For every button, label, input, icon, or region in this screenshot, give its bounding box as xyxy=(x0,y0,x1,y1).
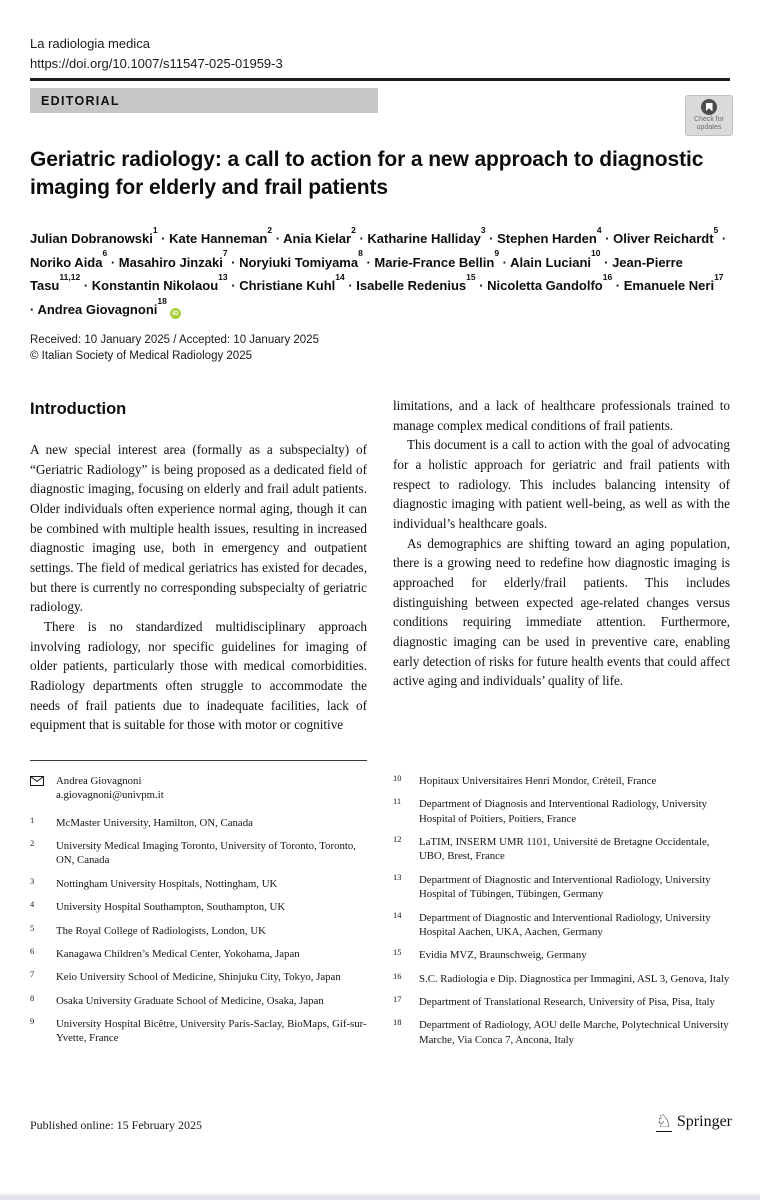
article-body xyxy=(30,396,730,735)
footnote-column-left xyxy=(30,760,367,1056)
affiliation-number: 6 xyxy=(30,945,35,956)
affiliation-text: University Hospital Southampton, Southampton, UK xyxy=(56,901,286,914)
affiliation-number: 8 xyxy=(30,992,35,1003)
viewer-bottom-strip xyxy=(0,1193,760,1200)
footnotes-area xyxy=(30,760,730,1056)
author: Marie-France Bellin$^9$ xyxy=(374,248,500,270)
author: Emanuele Neri$^{17}$ xyxy=(623,271,724,294)
orcid-icon[interactable]: iD xyxy=(170,308,181,319)
author: Noriko Aida$^6$ xyxy=(30,248,108,270)
affiliation-number: 16 xyxy=(393,970,402,981)
published-online: Published online: 15 February 2025 xyxy=(30,1118,202,1132)
affiliation-number: 3 xyxy=(30,875,35,886)
author: Christiane Kuhl$^{14}$ xyxy=(239,271,345,294)
affiliation-text: Department of Diagnosis and Interventional Radiology, University Hospital of Poitiers, Poitiers, France xyxy=(419,798,708,825)
affiliation-item xyxy=(393,774,730,788)
body-paragraph: There is no standardized multidisciplinary approach involving radiology, nor specific guidelines for imaging of older patients, particularly those with medical comorbidities. Radiology departments often struggle to accommodate the needs of frail patients due to inadequate facilities, lack of equipment that is suitable for those with motor or cognitive xyxy=(30,619,367,733)
affiliation-text: University Hospital Bicêtre, University Paris-Saclay, BioMaps, Gif-sur-Yvette, France xyxy=(56,1017,367,1045)
correspondence-block xyxy=(30,774,367,803)
author-list: Julian Dobranowski$^1$ · Kate Hanneman$^2$ · Ania Kielar$^2$ · Katharine Halliday$^3$ · Stephen Harden$^4$ · Oliver Reichardt$^5$ · Noriko Aida$^6$ · Masahiro Jinzaki$^7$ · Noryiuki Tomiyama$^8$ · Marie-France Bellin$^9$ · Alain Luciani$^{10}$ · Jean-Pierre Tasu$^{11,12}$ · Konstantin Nikolaou$^{13}$ · Christiane Kuhl$^{14}$ · Isabelle Redenius$^{15}$ · Nicoletta Gandolfo$^{16}$ · Emanuele Neri$^{17}$ · Andrea Giovagnoni$^{18}$iD xyxy=(30,224,727,317)
author: Oliver Reichardt$^5$ xyxy=(613,224,719,246)
header-rule xyxy=(30,78,730,81)
affiliation-text: Hopitaux Universitaires Henri Mondor, Créteil, France xyxy=(419,775,657,787)
affiliation-item xyxy=(30,924,367,938)
author: Masahiro Jinzaki$^7$ xyxy=(118,248,228,270)
affiliation-item xyxy=(30,994,367,1008)
article-type-banner: EDITORIAL xyxy=(30,88,378,113)
author: Isabelle Redenius$^{15}$ xyxy=(356,271,476,294)
affiliation-item xyxy=(30,970,367,984)
affiliation-item xyxy=(393,835,730,864)
page-header xyxy=(30,36,283,71)
affiliation-number: 2 xyxy=(30,838,35,849)
publisher-name: Springer xyxy=(676,1113,732,1130)
copyright-line: © Italian Society of Medical Radiology 2025 xyxy=(30,350,252,362)
affiliation-item xyxy=(393,873,730,902)
footnote-rule xyxy=(30,760,367,761)
affiliation-item xyxy=(393,911,730,940)
affiliation-item xyxy=(393,948,730,962)
corresponding-author-name: Andrea Giovagnoni xyxy=(56,775,142,787)
author: Andrea Giovagnoni$^{18}$iD xyxy=(37,302,180,317)
correspondence-text xyxy=(56,774,164,803)
article-title: Geriatric radiology: a call to action for a new approach to diagnostic imaging for elderly and frail patients xyxy=(30,148,704,199)
affiliation-number: 5 xyxy=(30,922,35,933)
affiliation-number: 4 xyxy=(30,899,35,910)
affiliation-text: McMaster University, Hamilton, ON, Canada xyxy=(56,816,253,829)
affiliation-item xyxy=(393,797,730,826)
affiliation-item xyxy=(393,972,730,986)
affiliation-item xyxy=(393,995,730,1009)
springer-knight-icon: ♘ xyxy=(655,1111,672,1131)
check-updates-label: Check for updates xyxy=(694,116,724,132)
affiliation-text: LaTIM, INSERM UMR 1101, Université de Bretagne Occidentale, UBO, Brest, France xyxy=(419,836,710,863)
author: Kate Hanneman$^2$ xyxy=(169,224,273,246)
author: Julian Dobranowski$^1$ xyxy=(30,224,158,246)
affiliation-text: Department of Radiology, AOU delle Marche, Polytechnical University Marche, Via Conca 7, Ancona, Italy xyxy=(419,1019,729,1046)
affiliation-text: Department of Translational Research, University of Pisa, Pisa, Italy xyxy=(419,995,715,1008)
affiliation-number: 17 xyxy=(393,993,402,1004)
affiliation-text: University Medical Imaging Toronto, University of Toronto, Toronto, ON, Canada xyxy=(56,840,357,867)
affiliation-text: Department of Diagnostic and Interventional Radiology, University Hospital Aachen, UKA, Aachen, Germany xyxy=(419,911,711,938)
author: Stephen Harden$^4$ xyxy=(497,224,602,246)
author: Nicoletta Gandolfo$^{16}$ xyxy=(487,271,613,294)
body-paragraph: This document is a call to action with the goal of advocating for a holistic approach for geriatric and frail patients with respect to radiology. This includes balancing intensity of diagnostic imaging with patient well-being, as well as with the individual’s healthcare goals. xyxy=(393,437,730,532)
body-paragraph: As demographics are shifting toward an aging population, there is a growing need to redefine how diagnostic imaging is approached for elderly/frail patients. This includes distinguishing between expected age-related changes versus conditions requiring immediate attention. Furthermore, diagnostic imaging can be used in preventive care, enabling early detection of risks for future health events that could affect active aging and individuals’ quality of life. xyxy=(393,535,730,689)
affiliation-number: 15 xyxy=(393,947,402,958)
envelope-icon xyxy=(30,774,56,803)
affiliation-text: S.C. Radiologia e Dip. Diagnostica per Immagini, ASL 3, Genova, Italy xyxy=(419,972,730,985)
affiliation-text: The Royal College of Radiologists, London, UK xyxy=(56,924,266,937)
affiliation-text: Nottingham University Hospitals, Nottingham, UK xyxy=(56,877,278,890)
affiliation-number: 12 xyxy=(393,834,402,845)
affiliation-item xyxy=(30,900,367,914)
affiliation-item xyxy=(393,1018,730,1047)
footnote-column-right xyxy=(393,760,730,1056)
springer-logo xyxy=(656,1112,732,1132)
received-accepted-dates: Received: 10 January 2025 / Accepted: 10 January 2025 xyxy=(30,334,319,346)
body-column-left xyxy=(30,396,367,735)
affiliation-text: Department of Diagnostic and Interventional Radiology, University Hospital of Tübingen, Tübingen, Germany xyxy=(419,873,711,901)
affiliation-item xyxy=(30,816,367,830)
affiliation-number: 11 xyxy=(393,796,402,807)
bookmark-icon xyxy=(701,99,717,115)
affiliation-number: 9 xyxy=(30,1015,35,1026)
affiliation-text: Evidia MVZ, Braunschweig, Germany xyxy=(419,949,587,962)
affiliation-number: 18 xyxy=(393,1017,402,1028)
body-paragraph: limitations, and a lack of healthcare professionals trained to manage complex medical conditions of frail patients. xyxy=(393,398,730,433)
affiliation-number: 7 xyxy=(30,969,35,980)
author: Alain Luciani$^{10}$ xyxy=(510,248,601,270)
affiliation-text: Osaka University Graduate School of Medicine, Osaka, Japan xyxy=(56,994,324,1007)
author: Jean-Pierre Tasu$^{11,12}$ xyxy=(30,254,683,294)
affiliation-number: 14 xyxy=(393,909,402,920)
affiliation-item xyxy=(30,947,367,961)
author: Katharine Halliday$^3$ xyxy=(367,224,486,246)
affiliation-text: Kanagawa Children’s Medical Center, Yokohama, Japan xyxy=(56,947,300,960)
corresponding-author-email[interactable]: a.giovagnoni@univpm.it xyxy=(56,789,164,802)
body-column-right xyxy=(393,396,730,735)
check-for-updates-badge[interactable] xyxy=(685,95,733,136)
affiliation-number: 1 xyxy=(30,814,35,825)
affiliation-number: 10 xyxy=(393,773,402,783)
affiliation-item xyxy=(30,1017,367,1046)
author: Ania Kielar$^2$ xyxy=(283,224,356,246)
affiliation-item xyxy=(30,839,367,868)
section-heading: Introduction xyxy=(30,400,127,418)
doi-link[interactable]: https://doi.org/10.1007/s11547-025-01959-3 xyxy=(30,56,283,71)
author: Noryiuki Tomiyama$^8$ xyxy=(239,248,363,270)
affiliation-text: Keio University School of Medicine, Shinjuku City, Tokyo, Japan xyxy=(56,971,341,984)
author: Konstantin Nikolaou$^{13}$ xyxy=(91,271,228,294)
journal-name: La radiologia medica xyxy=(30,36,150,51)
body-paragraph: A new special interest area (formally as a subspecialty) of “Geriatric Radiology” is being proposed as a dedicated field of diagnostic imaging, focusing on elderly and frail adult patients. Older individuals often experience normal aging, though it can be combined with multiple health issues, resulting in increased diagnostic imaging use, both in emergency and outpatient settings. The field of medical geriatrics has existed for decades, but there is currently no corresponding subspecialty of geriatric radiology. xyxy=(30,442,367,615)
affiliation-item xyxy=(30,877,367,891)
affiliation-number: 13 xyxy=(393,871,402,882)
